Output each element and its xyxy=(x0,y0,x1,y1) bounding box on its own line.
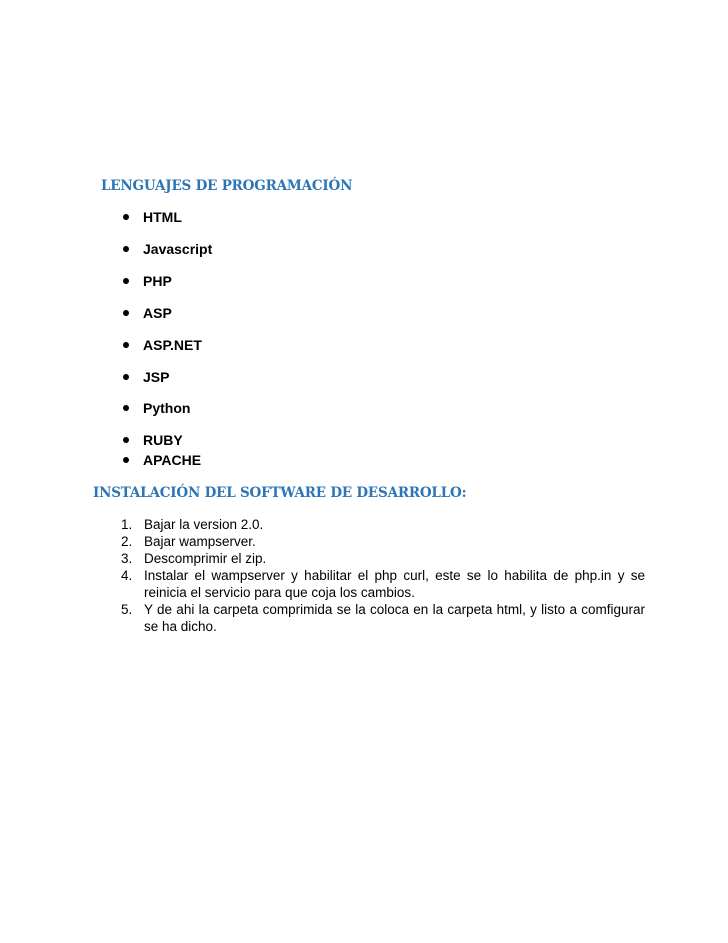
install-heading: INSTALACIÓN DEL SOFTWARE DE DESARROLLO: xyxy=(93,485,467,501)
bullet-icon xyxy=(123,437,129,443)
bullet-icon xyxy=(123,246,129,252)
bullet-icon xyxy=(123,278,129,284)
bullet-icon xyxy=(123,342,129,348)
list-item: 1. Bajar la version 2.0. xyxy=(121,517,264,532)
bullet-icon xyxy=(123,310,129,316)
bullet-icon xyxy=(123,374,129,380)
list-item: 4. Instalar el wampserver y habilitar el php curl, este se lo habilita de php.in y se reinicia el servicio para que coja los cambios. xyxy=(121,568,645,600)
list-item: 5. Y de ahi la carpeta comprimida se la coloca en la carpeta html, y listo a comfigurar se ha dicho. xyxy=(121,602,645,634)
list-item: 3. Descomprimir el zip. xyxy=(121,551,267,566)
languages-heading: LENGUAJES DE PROGRAMACIÓN xyxy=(101,178,353,194)
bullet-icon xyxy=(123,405,129,411)
document-page: LENGUAJES DE PROGRAMACIÓN HTML Javascript PHP ASP ASP.NET JSP Python RUBY APACHE INSTALACIÓN DEL SOFTWARE DE DESARROLLO: 1. Bajar la version 2.0. 2. Bajar wampserver. 3. Descomprimir el zip. 4. Instalar el wampserver y habilitar el php curl, este se lo habilita de php.in y se reinicia el servicio para que coja los cambios. 5. Y de ahi la carpeta comprimida se la coloca en la carpeta html, y listo a comfigurar se ha dicho. xyxy=(0,0,728,943)
bullet-icon xyxy=(123,214,129,220)
bullet-icon xyxy=(123,457,129,463)
list-item: 2. Bajar wampserver. xyxy=(121,534,256,549)
